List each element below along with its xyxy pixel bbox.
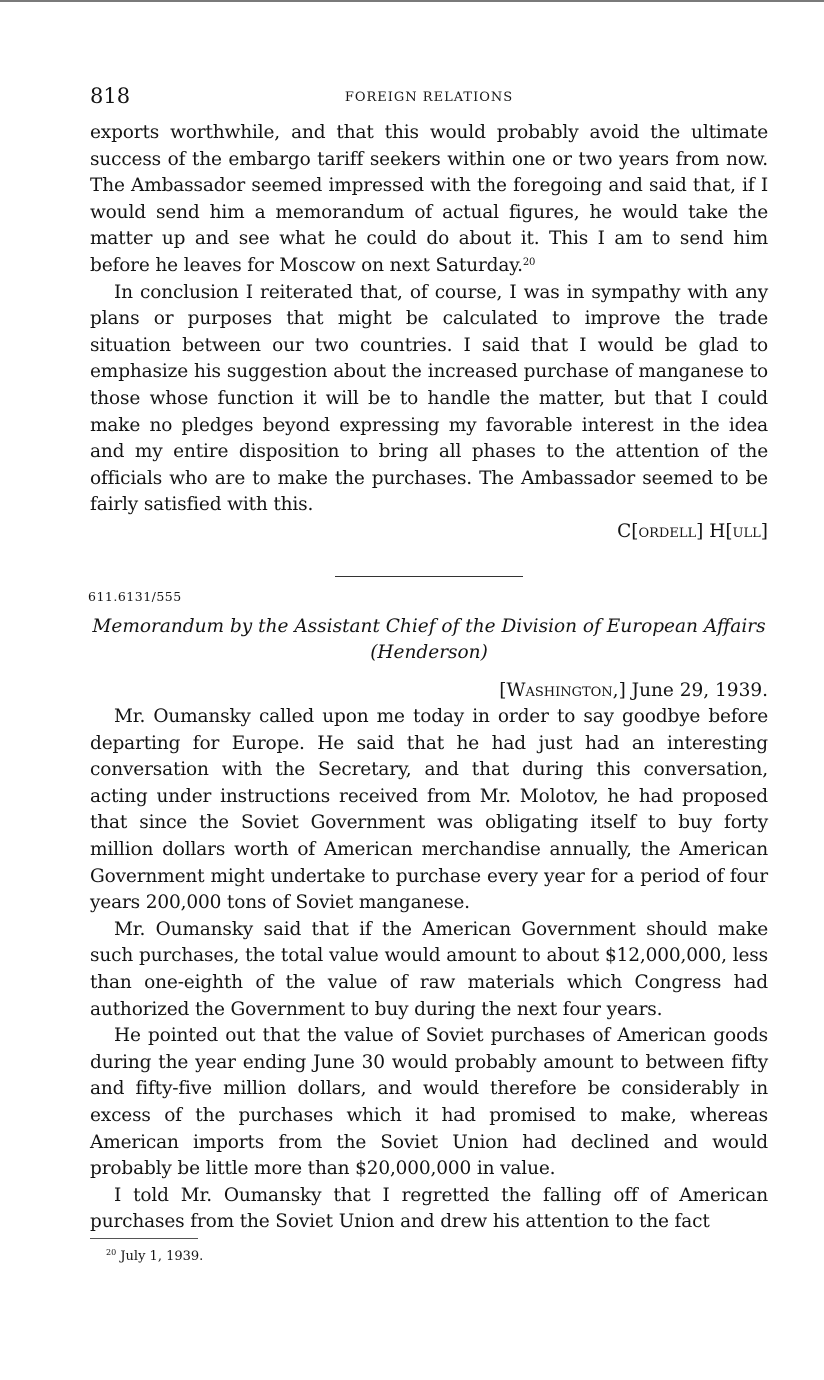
footnote-marker: 20	[106, 1247, 117, 1257]
running-title: FOREIGN RELATIONS	[344, 90, 514, 105]
body-paragraph-3: He pointed out that the value of Soviet purchases of American goods during the year ending June 30 would probably amount to between fifty and fifty-five million dollars, and would therefore be considerably in excess of the purchases which it had promised to make, whereas American imports from the Soviet Union had declined and would probably be little more than $20,000,000 in value.	[90, 1025, 768, 1180]
footnote-reference[interactable]: 20	[522, 256, 536, 268]
file-number: 611.6131/555	[88, 588, 182, 604]
footnote	[106, 1249, 768, 1264]
continuation-paragraph	[90, 120, 768, 280]
continuation-text: exports worthwhile, and that this would probably avoid the ultimate success of the embargo tariff seekers within one or two years from now. The Ambassador seemed impressed with the foregoing and said that, if I would send him a memorandum of actual figures, he would take the matter up and see what he could do about it. This I am to send him before he leaves for Moscow on next Saturday.	[90, 122, 768, 276]
footnote-rule	[90, 1238, 198, 1239]
top-edge-rule	[0, 0, 824, 2]
footnote-text: July 1, 1939.	[120, 1248, 204, 1264]
body-paragraph-4: I told Mr. Oumansky that I regretted the falling off of American purchases from the Soviet Union and drew his attention to the fact	[90, 1184, 768, 1233]
body-paragraph-1: Mr. Oumansky called upon me today in order to say goodbye before departing for Europe. He said that he had just had an interesting conversation with the Secretary, and that during this conversation, acting under instructions received from Mr. Molotov, he had proposed that since the Soviet Government was obligating itself to buy forty million dollars worth of American merchandise annually, the American Government might undertake to purchase every year for a period of four years 200,000 tons of Soviet manganese.	[90, 706, 768, 914]
dateline: [Washington,] June 29, 1939.	[499, 679, 768, 701]
page-header	[90, 84, 768, 120]
page-number: 818	[90, 84, 131, 108]
body-paragraph-2: Mr. Oumansky said that if the American Government should make such purchases, the total value would amount to about $12,000,000, less than one-eighth of the value of raw materials which Congress had authorized the Government to buy during the next four years.	[90, 918, 768, 1020]
conclusion-paragraph: In conclusion I reiterated that, of course, I was in sympathy with any plans or purposes that might be calculated to improve the trade situation between our two countries. I said that I would be glad to emphasize his suggestion about the increased purchase of manganese to those whose function it will be to handle the matter, but that I could make no pledges beyond expressing my favorable interest in the idea and my entire disposition to bring all phases to the attention of the officials who are to make the purchases. The Ambassador seemed to be fairly satisfied with this.	[90, 281, 768, 516]
section-divider	[335, 576, 523, 577]
dateline-place: Washington,	[506, 679, 619, 701]
document-title: Memorandum by the Assistant Chief of the Division of European Affairs (Henderson)	[92, 615, 766, 663]
signature: C[ordell] H[ull]	[617, 520, 768, 542]
document-page	[90, 84, 768, 1264]
